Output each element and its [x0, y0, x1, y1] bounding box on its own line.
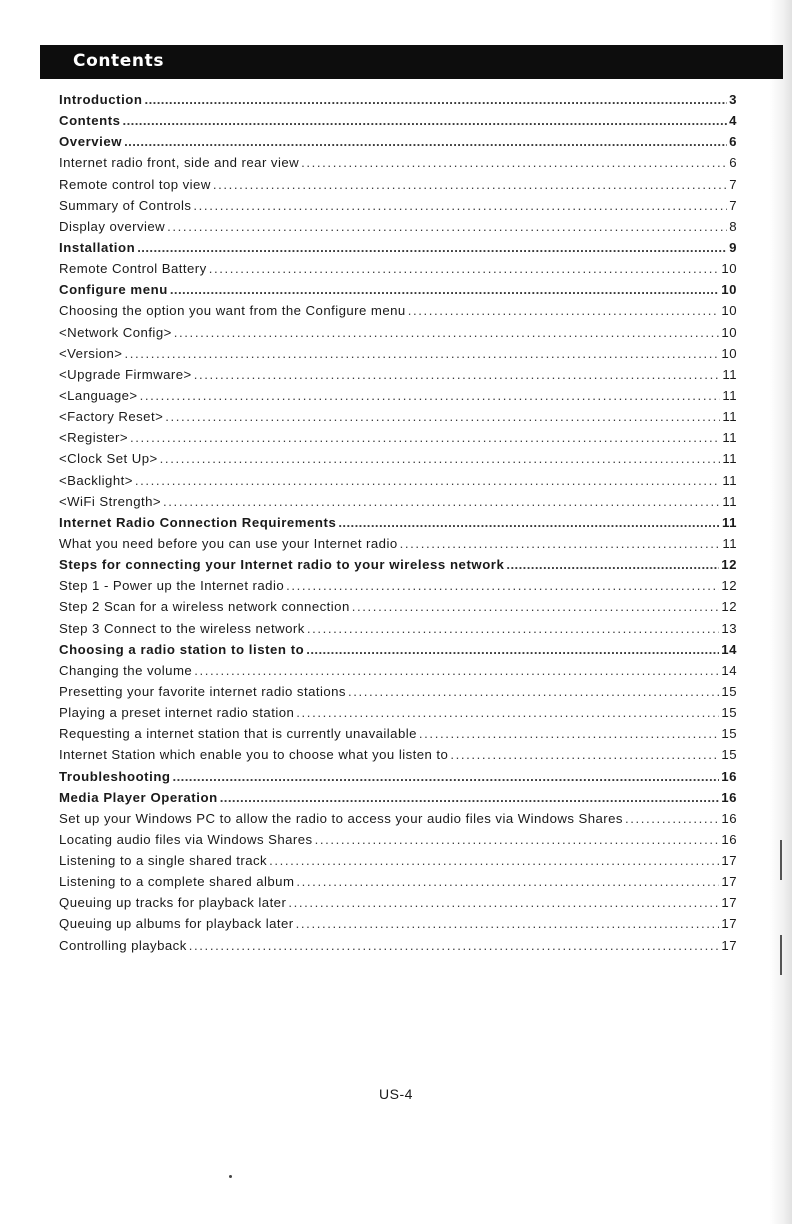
toc-entry-title: Remote control top view — [59, 176, 211, 192]
toc-entry-title: Internet Radio Connection Requirements — [59, 514, 337, 530]
toc-entry-title: Troubleshooting — [59, 768, 171, 784]
toc-dot-leader — [135, 473, 721, 488]
toc-entry-title: Installation — [59, 239, 136, 255]
toc-entry-title: <Network Config> — [59, 324, 172, 340]
toc-entry[interactable] — [59, 473, 737, 494]
toc-entry[interactable] — [59, 726, 737, 747]
toc-dot-leader — [124, 134, 727, 149]
toc-entry-title: <WiFi Strength> — [59, 493, 162, 509]
toc-dot-leader — [220, 790, 720, 805]
toc-entry[interactable] — [59, 134, 737, 155]
toc-entry-page: 12 — [721, 599, 737, 615]
toc-dot-leader — [288, 895, 719, 910]
toc-dot-leader — [419, 726, 720, 741]
toc-entry[interactable] — [59, 811, 737, 832]
toc-entry-page: 17 — [721, 916, 737, 932]
toc-dot-leader — [348, 684, 719, 699]
toc-entry[interactable] — [59, 515, 737, 536]
toc-entry-title: Queuing up tracks for playback later — [59, 895, 287, 911]
toc-entry[interactable] — [59, 874, 737, 895]
toc-dot-leader — [194, 367, 721, 382]
toc-entry-page: 11 — [722, 535, 737, 551]
toc-dot-leader — [137, 240, 727, 255]
toc-dot-leader — [140, 388, 721, 403]
toc-entry-page: 10 — [721, 261, 737, 277]
toc-entry-title: Internet radio front, side and rear view — [59, 155, 300, 171]
toc-entry-page: 11 — [722, 430, 737, 446]
toc-entry[interactable] — [59, 705, 737, 726]
toc-dot-leader — [170, 282, 719, 297]
toc-dot-leader — [194, 663, 719, 678]
toc-entry-page: 17 — [721, 874, 737, 890]
toc-entry[interactable] — [59, 388, 737, 409]
toc-dot-leader — [193, 198, 727, 213]
toc-entry[interactable] — [59, 938, 737, 959]
toc-entry-page: 16 — [721, 768, 737, 784]
toc-entry-title: Summary of Controls — [59, 197, 192, 213]
toc-entry[interactable] — [59, 494, 737, 515]
scan-artifact-line — [780, 935, 782, 975]
toc-entry-title: <Upgrade Firmware> — [59, 366, 192, 382]
toc-entry-page: 9 — [729, 239, 737, 255]
toc-entry-title: Remote Control Battery — [59, 261, 207, 277]
toc-entry-page: 11 — [722, 409, 737, 425]
toc-entry[interactable] — [59, 451, 737, 472]
toc-dot-leader — [506, 557, 719, 572]
toc-dot-leader — [160, 451, 721, 466]
scan-edge-shadow — [770, 0, 792, 1224]
toc-entry[interactable] — [59, 790, 737, 811]
toc-dot-leader — [296, 705, 719, 720]
toc-entry[interactable] — [59, 282, 737, 303]
toc-entry-title: <Clock Set Up> — [59, 451, 158, 467]
toc-entry[interactable] — [59, 92, 737, 113]
toc-entry-title: <Register> — [59, 430, 129, 446]
toc-entry-title: Display overview — [59, 218, 166, 234]
toc-dot-leader — [124, 346, 719, 361]
toc-entry-page: 17 — [721, 937, 737, 953]
toc-entry-page: 15 — [721, 747, 737, 763]
toc-dot-leader — [213, 177, 727, 192]
toc-entry[interactable] — [59, 916, 737, 937]
scan-speck — [229, 1175, 232, 1178]
toc-entry-page: 12 — [721, 578, 737, 594]
toc-entry-title: Internet Station which enable you to choose what you listen to — [59, 747, 449, 763]
toc-entry[interactable] — [59, 261, 737, 282]
toc-entry[interactable] — [59, 346, 737, 367]
toc-dot-leader — [338, 515, 720, 530]
toc-entry[interactable] — [59, 367, 737, 388]
toc-entry-page: 13 — [721, 620, 737, 636]
toc-dot-leader — [174, 325, 720, 340]
toc-entry-title: <Version> — [59, 345, 123, 361]
toc-entry-page: 10 — [721, 303, 737, 319]
toc-entry-title: Steps for connecting your Internet radio to your wireless network — [59, 557, 505, 573]
toc-entry-title: Introduction — [59, 92, 143, 107]
toc-entry-page: 11 — [722, 472, 737, 488]
toc-entry-page: 10 — [721, 324, 737, 340]
toc-entry-page: 14 — [721, 641, 737, 657]
toc-dot-leader — [123, 113, 728, 128]
toc-entry-page: 4 — [729, 113, 737, 129]
toc-entry[interactable] — [59, 198, 737, 219]
contents-header-bar — [40, 45, 783, 79]
toc-entry-title: Step 1 - Power up the Internet radio — [59, 578, 285, 594]
toc-entry-title: What you need before you can use your Internet radio — [59, 535, 398, 551]
toc-dot-leader — [167, 219, 727, 234]
toc-entry[interactable] — [59, 621, 737, 642]
toc-entry-page: 16 — [721, 810, 737, 826]
toc-dot-leader — [450, 747, 719, 762]
toc-entry-title: <Factory Reset> — [59, 409, 164, 425]
toc-entry-title: Contents — [59, 113, 121, 129]
toc-entry-page: 7 — [729, 176, 737, 192]
toc-entry-page: 15 — [721, 726, 737, 742]
toc-entry[interactable] — [59, 409, 737, 430]
toc-entry-title: Playing a preset internet radio station — [59, 705, 295, 721]
toc-entry-title: Media Player Operation — [59, 789, 218, 805]
toc-entry[interactable] — [59, 769, 737, 790]
toc-entry[interactable] — [59, 853, 737, 874]
toc-entry-title: <Backlight> — [59, 472, 133, 488]
toc-entry-page: 14 — [721, 662, 737, 678]
toc-entry[interactable] — [59, 684, 737, 705]
toc-dot-leader — [296, 874, 719, 889]
toc-dot-leader — [269, 853, 719, 868]
toc-entry[interactable] — [59, 578, 737, 599]
toc-entry-title: Changing the volume — [59, 662, 193, 678]
toc-entry-page: 15 — [721, 705, 737, 721]
toc-dot-leader — [163, 494, 720, 509]
toc-dot-leader — [307, 621, 720, 636]
toc-entry-title: Choosing a radio station to listen to — [59, 641, 305, 657]
toc-entry-title: Configure menu — [59, 282, 168, 298]
toc-entry-page: 15 — [721, 683, 737, 699]
toc-entry-page: 10 — [721, 345, 737, 361]
toc-entry[interactable] — [59, 747, 737, 768]
toc-dot-leader — [145, 92, 728, 107]
toc-entry[interactable] — [59, 642, 737, 663]
toc-entry-page: 11 — [721, 514, 737, 530]
toc-entry-title: Requesting a internet station that is currently unavailable — [59, 726, 417, 742]
toc-entry-title: <Language> — [59, 387, 138, 403]
toc-dot-leader — [408, 303, 720, 318]
table-of-contents — [59, 92, 737, 959]
toc-entry-page: 6 — [729, 155, 737, 171]
toc-entry-page: 16 — [721, 789, 737, 805]
toc-dot-leader — [130, 430, 720, 445]
toc-entry-title: Queuing up albums for playback later — [59, 916, 294, 932]
toc-entry[interactable] — [59, 663, 737, 684]
toc-dot-leader — [286, 578, 719, 593]
toc-entry[interactable] — [59, 240, 737, 261]
toc-entry-title: Locating audio files via Windows Shares — [59, 831, 313, 847]
toc-entry[interactable] — [59, 177, 737, 198]
toc-dot-leader — [301, 155, 727, 170]
toc-entry[interactable] — [59, 536, 737, 557]
toc-dot-leader — [296, 916, 720, 931]
page-title: Contents — [73, 51, 165, 71]
toc-dot-leader — [165, 409, 720, 424]
toc-entry-title: Listening to a complete shared album — [59, 874, 295, 890]
toc-entry-page: 7 — [729, 197, 737, 213]
toc-entry[interactable] — [59, 430, 737, 451]
toc-entry-page: 17 — [721, 895, 737, 911]
toc-entry-page: 10 — [721, 282, 737, 298]
toc-entry-title: Presetting your favorite internet radio stations — [59, 683, 346, 699]
toc-entry-title: Listening to a single shared track — [59, 853, 268, 869]
toc-entry[interactable] — [59, 303, 737, 324]
toc-dot-leader — [315, 832, 720, 847]
toc-dot-leader — [189, 938, 720, 953]
toc-entry-page: 11 — [722, 493, 737, 509]
toc-dot-leader — [173, 769, 720, 784]
toc-entry[interactable] — [59, 325, 737, 346]
toc-entry-page: 11 — [722, 387, 737, 403]
toc-entry[interactable] — [59, 219, 737, 240]
toc-entry-title: Set up your Windows PC to allow the radio to access your audio files via Windows Shares — [59, 810, 623, 826]
toc-entry-page: 8 — [729, 218, 737, 234]
toc-dot-leader — [352, 599, 720, 614]
toc-entry-title: Controlling playback — [59, 937, 187, 953]
toc-entry-title: Step 2 Scan for a wireless network connection — [59, 599, 350, 615]
toc-entry[interactable] — [59, 557, 737, 578]
toc-entry-title: Overview — [59, 134, 123, 150]
toc-entry[interactable] — [59, 113, 737, 134]
toc-entry-page: 11 — [722, 366, 737, 382]
toc-entry[interactable] — [59, 895, 737, 916]
toc-entry-page: 17 — [721, 853, 737, 869]
toc-dot-leader — [306, 642, 719, 657]
toc-entry-title: Choosing the option you want from the Configure menu — [59, 303, 406, 319]
toc-entry[interactable] — [59, 155, 737, 176]
toc-dot-leader — [625, 811, 719, 826]
toc-entry-page: 3 — [729, 92, 737, 107]
toc-entry-page: 6 — [729, 134, 737, 150]
toc-entry-title: Step 3 Connect to the wireless network — [59, 620, 305, 636]
toc-entry[interactable] — [59, 832, 737, 853]
page-number: US-4 — [379, 1086, 413, 1102]
toc-entry-page: 16 — [721, 831, 737, 847]
toc-dot-leader — [209, 261, 720, 276]
toc-entry-page: 12 — [721, 557, 737, 573]
toc-entry[interactable] — [59, 599, 737, 620]
scan-artifact-line — [780, 840, 782, 880]
toc-entry-page: 11 — [722, 451, 737, 467]
toc-dot-leader — [400, 536, 721, 551]
